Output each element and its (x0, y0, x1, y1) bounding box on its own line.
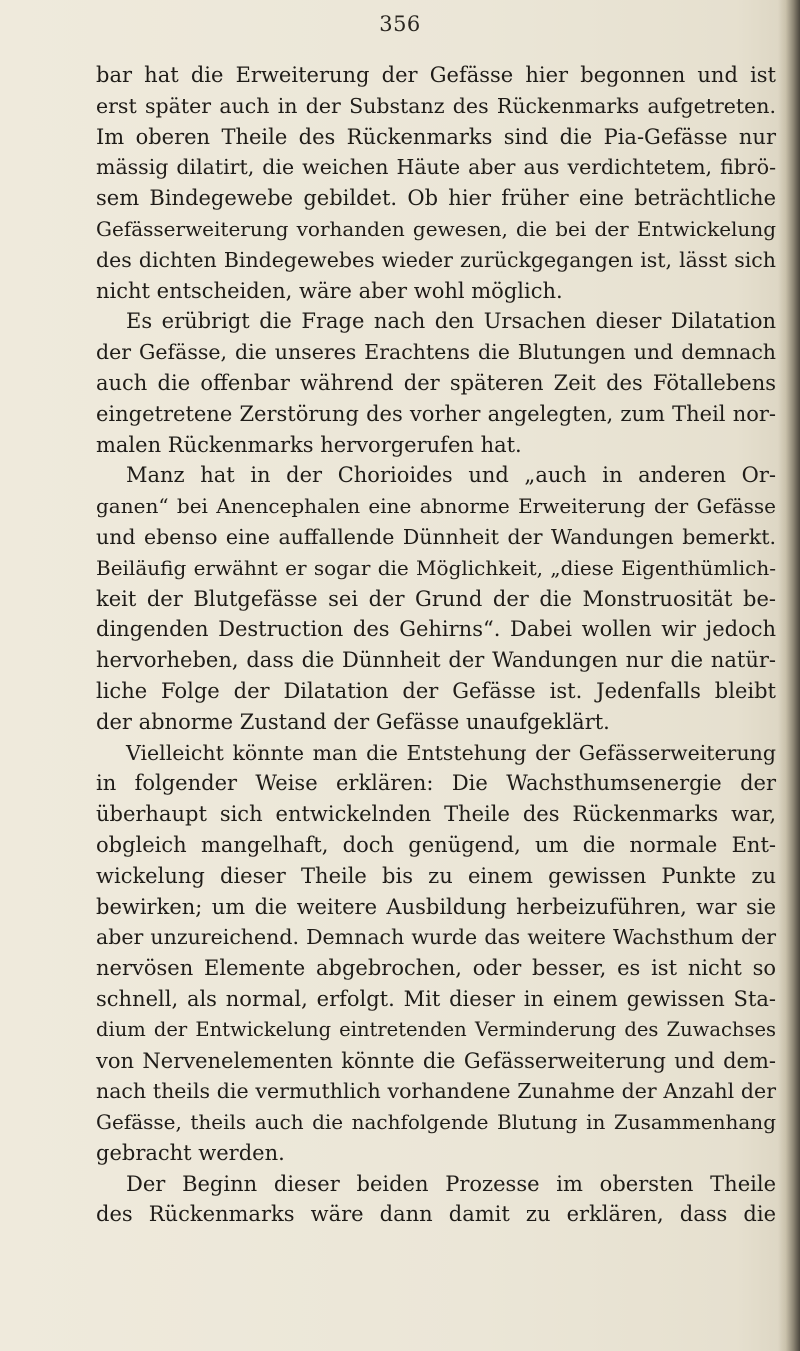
text-line: hervorheben, dass die Dünnheit der Wandungen nur die natür- (96, 648, 776, 673)
text-line: Gefässe, theils auch die nachfolgende Blutung in Zusammenhang (96, 1110, 776, 1135)
text-line: Der Beginn dieser beiden Prozesse im obersten Theile (126, 1171, 776, 1196)
text-line: eingetretene Zerstörung des vorher angelegten, zum Theil nor- (96, 401, 776, 426)
text-line: dingenden Destruction des Gehirns“. Dabei wollen wir jedoch (96, 617, 776, 642)
text-line: Gefässerweiterung vorhanden gewesen, die bei der Entwickelung (96, 216, 776, 241)
text-line: erst später auch in der Substanz des Rückenmarks aufgetreten. (96, 93, 776, 118)
text-line: aber unzureichend. Demnach wurde das weitere Wachsthum der (96, 925, 776, 950)
text-line: schnell, als normal, erfolgt. Mit dieser in einem gewissen Sta- (96, 986, 776, 1011)
text-line: sem Bindegewebe gebildet. Ob hier früher eine beträchtliche (96, 186, 776, 211)
text-line: gebracht werden. (96, 1140, 285, 1165)
text-line: keit der Blutgefässe sei der Grund der die Monstruosität be- (96, 586, 776, 611)
text-line: wickelung dieser Theile bis zu einem gewissen Punkte zu (96, 863, 776, 888)
text-line: Manz hat in der Chorioides und „auch in anderen Or- (126, 463, 776, 488)
text-line: von Nervenelementen könnte die Gefässerweiterung und dem- (96, 1048, 776, 1073)
page-edge-shadow (778, 0, 800, 1351)
text-line: Es erübrigt die Frage nach den Ursachen dieser Dilatation (126, 309, 776, 334)
text-line: überhaupt sich entwickelnden Theile des Rückenmarks war, (96, 802, 776, 827)
text-line: der abnorme Zustand der Gefässe unaufgeklärt. (96, 709, 610, 734)
text-line: auch die offenbar während der späteren Zeit des Fötallebens (96, 370, 776, 395)
text-line: des Rückenmarks wäre dann damit zu erklären, dass die (96, 1202, 776, 1227)
page-number: 356 (379, 12, 421, 36)
text-line: Im oberen Theile des Rückenmarks sind die Pia-Gefässe nur (96, 124, 776, 149)
text-line: mässig dilatirt, die weichen Häute aber aus verdichtetem, fibrö- (96, 155, 776, 180)
text-line: liche Folge der Dilatation der Gefässe ist. Jedenfalls bleibt (96, 678, 776, 703)
text-line: nicht entscheiden, wäre aber wohl möglich. (96, 278, 563, 303)
text-line: bar hat die Erweiterung der Gefässe hier begonnen und ist (96, 63, 776, 87)
text-line: bewirken; um die weitere Ausbildung herbeizuführen, war sie (96, 894, 776, 919)
text-line: dium der Entwickelung eintretenden Verminderung des Zuwachses (96, 1017, 776, 1041)
text-line: in folgender Weise erklären: Die Wachsthumsenergie der (96, 771, 776, 796)
text-line: obgleich mangelhaft, doch genügend, um die normale Ent- (96, 832, 776, 857)
text-line: nach theils die vermuthlich vorhandene Zunahme der Anzahl der (96, 1079, 776, 1104)
text-line: Beiläufig erwähnt er sogar die Möglichkeit, „diese Eigenthümlich- (96, 555, 776, 580)
text-line: der Gefässe, die unseres Erachtens die Blutungen und demnach (96, 340, 776, 365)
text-line: nervösen Elemente abgebrochen, oder besser, es ist nicht so (96, 956, 776, 981)
text-line: ganen“ bei Anencephalen eine abnorme Erweiterung der Gefässe (96, 494, 776, 519)
text-line: und ebenso eine auffallende Dünnheit der Wandungen bemerkt. (96, 524, 776, 549)
body-text (96, 60, 776, 1230)
text-line: malen Rückenmarks hervorgerufen hat. (96, 432, 522, 457)
text-line: des dichten Bindegewebes wieder zurückgegangen ist, lässt sich (96, 247, 776, 272)
text-line: Vielleicht könnte man die Entstehung der Gefässerweiterung (126, 740, 776, 765)
